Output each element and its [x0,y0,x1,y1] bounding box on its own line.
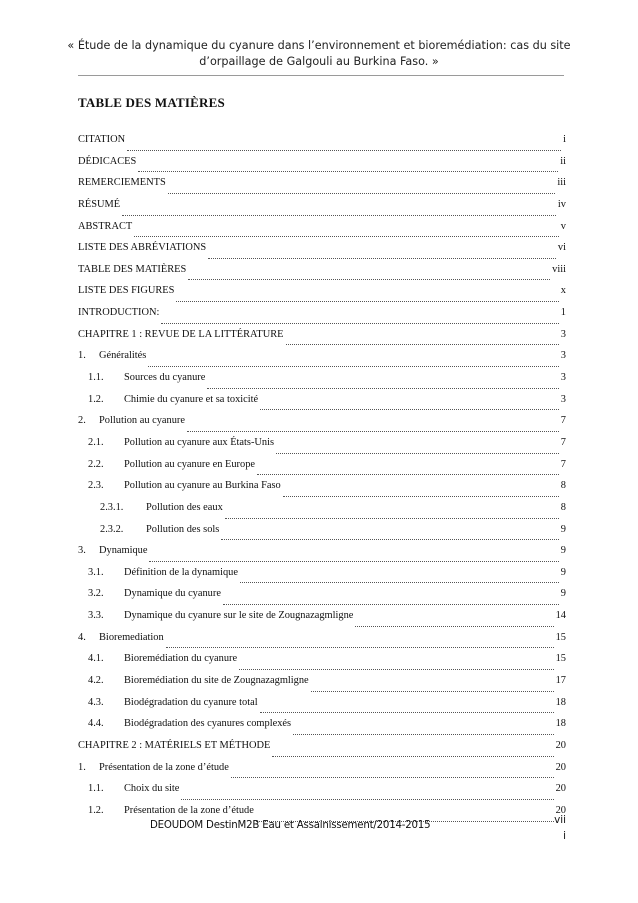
toc-entry[interactable] [78,285,566,307]
toc-entry-number: 1.1. [88,372,104,384]
dot-leader [231,777,554,778]
dot-leader [311,691,554,692]
toc-entry-label: Chimie du cyanure et sa toxicité [124,393,259,405]
toc-entry[interactable] [78,480,566,502]
toc-entry-label: LISTE DES ABRÉVIATIONS [78,242,207,254]
toc-entry-label: Définition de la dynamique [124,566,238,578]
toc-entry[interactable] [78,199,566,221]
toc-entry-label: CITATION [78,134,126,145]
toc-entry[interactable] [78,264,566,286]
toc-entry-number: 2. [78,415,86,427]
dot-leader [187,431,559,432]
toc-entry-page: v [560,220,566,232]
dot-leader [188,279,550,280]
toc-entry-label: Biodégradation du cyanure total [124,696,258,708]
toc-entry-number: 2.1. [88,436,104,448]
toc-entry-number: 3.2. [88,588,104,600]
toc-entry-label: Pollution au cyanure en Europe [124,458,255,470]
toc-entry-number: 4.3. [88,696,104,708]
page-number-line-1: vii [554,814,566,826]
dot-leader [225,518,559,519]
page-number-line-2: i [563,830,566,842]
toc-entry-page: 15 [555,631,566,643]
toc-entry-number: 1. [78,350,86,362]
toc-entry[interactable] [78,415,566,437]
dot-leader [276,453,559,454]
toc-entry[interactable] [78,307,566,329]
toc-entry-page: i [563,134,566,145]
dot-leader [168,193,556,194]
dot-leader [223,604,559,605]
toc-entry-page: iv [557,198,566,210]
toc-entry-label: Choix du site [124,783,180,795]
dot-leader [138,171,558,172]
dot-leader [127,150,561,151]
toc-entry[interactable] [78,242,566,264]
toc-entry[interactable] [78,394,566,416]
toc-entry-label: Dynamique du cyanure sur le site de Zougnazagmligne [124,610,354,622]
toc-entry-page: viii [552,263,566,275]
toc-entry[interactable] [78,632,566,654]
toc-entry[interactable] [78,437,566,459]
toc-entry[interactable] [78,762,566,784]
header-line-1: « Étude de la dynamique du cyanure dans l’environnement et bioremédiation: cas du site [67,39,571,52]
toc-entry[interactable] [78,134,566,156]
page-footer: DEOUDOM DestinM2B Eau et Assainissement/2014-2015 [150,820,431,831]
toc-entry[interactable] [78,221,566,243]
toc-entry-label: Biodégradation des cyanures complexés [124,718,292,730]
toc-entry-label: CHAPITRE 2 : MATÉRIELS ET MÉTHODE [78,739,271,751]
dot-leader [207,388,558,389]
toc-entry[interactable] [78,697,566,719]
dot-leader [240,582,559,583]
toc-entry-page: 3 [560,328,566,340]
toc-entry-page: 18 [555,696,566,708]
toc-entry-number: 2.3. [88,480,104,492]
toc-entry-label: Pollution au cyanure aux États-Unis [124,436,275,448]
toc-entry[interactable] [78,610,566,632]
dot-leader [134,236,559,237]
toc-entry-label: Bioremédiation du site de Zougnazagmligne [124,675,309,687]
toc-entry-number: 3. [78,545,86,557]
toc-entry-number: 1.2. [88,804,104,816]
toc-entry-page: ii [560,155,566,167]
toc-entry-label: Pollution des sols [146,523,220,535]
toc-entry-number: 4.4. [88,718,104,730]
toc-entry-page: 15 [555,653,566,665]
toc-entry-label: Dynamique [99,545,148,557]
dot-leader [272,756,553,757]
toc-entry-page: vi [557,242,566,254]
toc-entry-number: 1.2. [88,393,104,405]
toc-entry-label: REMERCIEMENTS [78,177,166,189]
table-of-contents [78,134,566,827]
toc-entry-number: 2.3.1. [100,501,124,513]
toc-entry-page: 20 [555,804,566,816]
toc-entry-number: 1. [78,761,86,773]
toc-entry-page: 8 [560,501,566,513]
toc-entry-number: 4.1. [88,653,104,665]
toc-entry[interactable] [78,783,566,805]
dot-leader [149,561,558,562]
toc-entry-page: 20 [555,761,566,773]
toc-entry[interactable] [78,372,566,394]
toc-entry[interactable] [78,350,566,372]
dot-leader [355,626,553,627]
toc-heading: TABLE DES MATIÈRES [78,95,225,110]
toc-entry-label: Bioremédiation du cyanure [124,653,238,665]
toc-entry-label: LISTE DES FIGURES [78,285,175,297]
toc-entry[interactable] [78,502,566,524]
toc-entry[interactable] [78,675,566,697]
dot-leader [257,474,559,475]
toc-entry-label: DÉDICACES [78,155,137,167]
toc-entry-label: TABLE DES MATIÈRES [78,263,187,275]
toc-entry[interactable] [78,545,566,567]
toc-entry-page: 8 [560,480,566,492]
toc-entry-label: ABSTRACT [78,220,133,232]
dot-leader [181,799,553,800]
toc-entry-label: Présentation de la zone d’étude [99,761,229,773]
dot-leader [286,344,559,345]
toc-entry-number: 1.1. [88,783,104,795]
toc-entry-page: 9 [560,588,566,600]
dot-leader [122,215,556,216]
toc-entry-page: 3 [560,393,566,405]
toc-entry-page: 17 [555,675,566,687]
toc-entry[interactable] [78,177,566,199]
toc-entry-label: RÉSUMÉ [78,198,121,210]
toc-entry-number: 2.2. [88,458,104,470]
toc-entry[interactable] [78,524,566,546]
toc-entry-page: 7 [560,436,566,448]
toc-entry-page: 3 [560,350,566,362]
toc-entry-page: 3 [560,372,566,384]
dot-leader [148,366,558,367]
toc-entry-page: 7 [560,415,566,427]
toc-entry-number: 4. [78,631,86,643]
dot-leader [260,409,559,410]
header-line-2: d’orpaillage de Galgouli au Burkina Faso. » [199,55,439,68]
toc-entry-label: CHAPITRE 1 : REVUE DE LA LITTÉRATURE [78,328,284,340]
toc-entry-label: Pollution au cyanure [99,415,185,427]
toc-entry-number: 3.1. [88,566,104,578]
header-divider [78,75,564,76]
toc-entry-page: 18 [555,718,566,730]
toc-entry[interactable] [78,156,566,178]
dot-leader [283,496,559,497]
page-number [536,812,566,844]
toc-entry[interactable] [78,588,566,610]
toc-entry-label: Dynamique du cyanure [124,588,221,600]
toc-entry-page: 1 [560,307,566,319]
toc-entry-label: Généralités [99,350,147,362]
dot-leader [239,669,554,670]
toc-entry[interactable] [78,459,566,481]
toc-entry[interactable] [78,567,566,589]
toc-entry-page: 9 [560,545,566,557]
toc-entry[interactable] [78,740,566,762]
toc-entry-page: 20 [555,739,566,751]
dot-leader [221,539,558,540]
toc-entry-label: Pollution des eaux [146,501,223,513]
dot-leader [176,301,558,302]
toc-entry-label: INTRODUCTION: [78,307,160,319]
dot-leader [161,323,558,324]
dot-leader [166,647,554,648]
toc-entry-page: 9 [560,523,566,535]
toc-entry-page: 20 [555,783,566,795]
toc-entry-label: Bioremediation [99,631,164,643]
dot-leader [260,712,554,713]
toc-entry-label: Sources du cyanure [124,372,206,384]
toc-entry-label: Présentation de la zone d’étude [124,804,254,816]
toc-entry[interactable] [78,329,566,351]
toc-entry-page: 9 [560,566,566,578]
dot-leader [208,258,556,259]
toc-entry-number: 3.3. [88,610,104,622]
dot-leader [293,734,554,735]
toc-entry-page: x [560,285,566,297]
toc-entry-page: iii [557,177,566,189]
toc-entry-label: Pollution au cyanure au Burkina Faso [124,480,281,492]
toc-entry[interactable] [78,718,566,740]
toc-entry-number: 4.2. [88,675,104,687]
running-header [60,38,578,70]
toc-entry[interactable] [78,653,566,675]
toc-entry-page: 14 [555,610,566,622]
toc-entry-number: 2.3.2. [100,523,124,535]
toc-entry-page: 7 [560,458,566,470]
